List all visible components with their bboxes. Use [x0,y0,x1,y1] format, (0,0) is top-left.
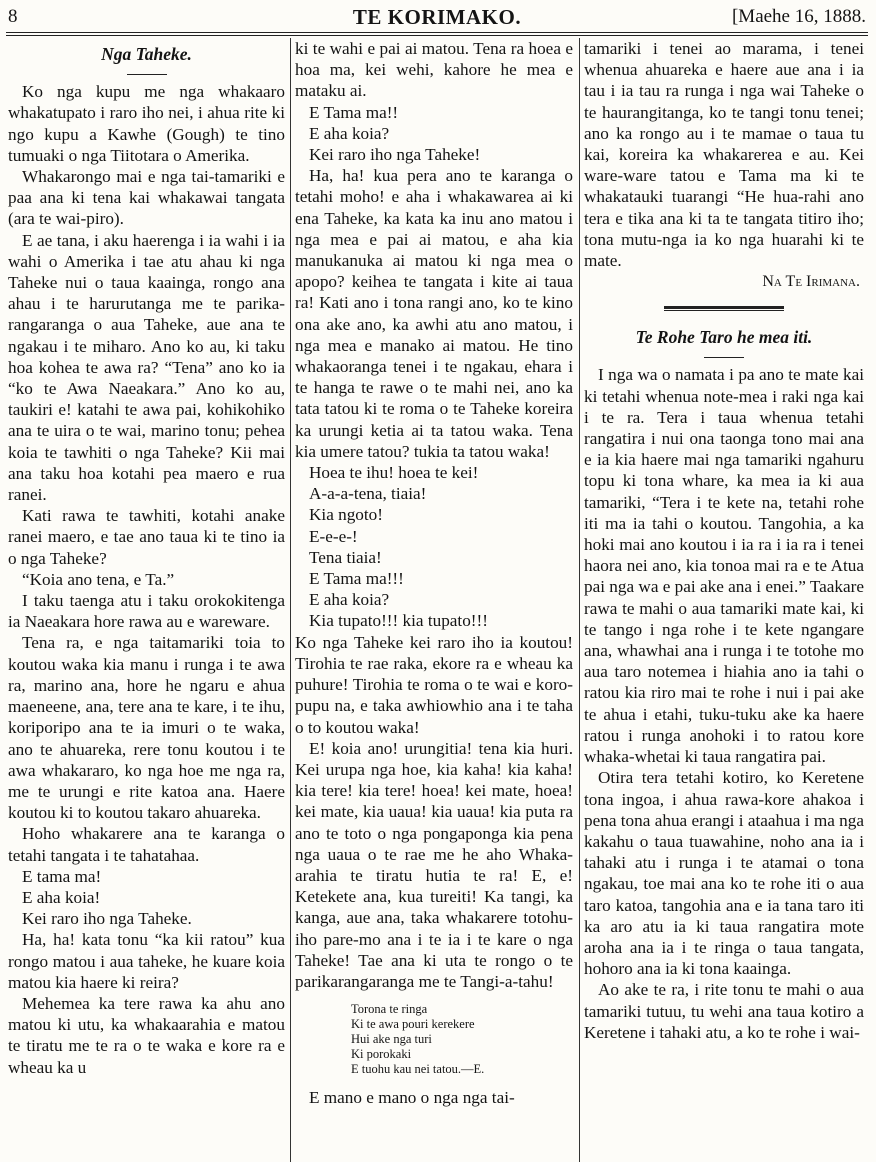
paragraph: ki te wahi e pai ai matou. Tena ra hoea e hoa ma, kei wehi, kahore he mea e mataku ai. [295,39,573,101]
paragraph: tamariki i tenei ao marama, i tenei whenua ahuareka e haere aue ana i ia tau i ia tau ra runga i nga wai Taheke o te haurangitanga, ko te tangi tonu tenei; ano ka rongo au i te mamae o taua tu kai, koreira ka whakarerea e au. Kei ware-ware tatou e Tama ma ki te whakatauki tuarangi “He hua-rahi ano tera e tika ana ki ta te tangata titiro iho; tona mutu-nga ia ko nga huarahi ki te mate. [584,39,864,271]
issue-date: [Maehe 16, 1888. [731,6,866,27]
dialogue-line: Tena tiaia! [309,547,382,567]
paragraph: “Koia ano tena, e Ta.” [22,569,175,589]
author-signature: Na Te Irimana. [762,273,860,291]
dialogue-line: Kia tupato!!! kia tupato!!! [309,611,488,631]
dialogue-line: E aha koia? [309,123,390,143]
page-number: 8 [8,6,18,27]
article-heading: Nga Taheke. [101,44,192,64]
dialogue-line: E aha koia? [309,590,390,610]
paragraph: E mano e mano o nga nga tai- [309,1088,515,1108]
dialogue-line: E tama ma! [22,866,102,886]
paragraph: E! koia ano! urungitia! tena kia huri. Kei urupa nga hoe, kia kaha! kia kaha! kia tere! kia tere! hoea! kei mate, hoea! kei mate, kia uaua! kia uaua! kia puta ra ano te toto o nga pongaponga kia pena nga uaua o te rae me he aho Whaka-arahia te tiratu hutia te ra! E, e! Ketekete ana, kua tureiti! Ka tangi, ka kanga, aue ana, taka whakarere totohu-iho pare-mo ana i te ia i te kare o nga Taheke! Tae ana ki uta te rongo o te parikarangaranga me te Tangi-a-tahu! [295,738,573,991]
dialogue-line: E aha koia! [22,887,101,907]
column-2 [295,38,573,1162]
dialogue-line: A-a-a-tena, tiaia! [309,484,427,504]
poem-line: E tuohu kau nei tatou.—E. [351,1062,485,1077]
dialogue-line: Kei raro iho nga Taheke! [309,145,481,165]
paragraph: Ha, ha! kata tonu “ka kii ratou” kua rongo matou i aua taheke, he kuare koia matou kia haere ki reira? [8,930,285,992]
paragraph: Mehemea ka tere rawa ka ahu ano matou ki utu, ka whakaarahia e matou te tiratu me te ra o te waka e kore ra e wheau ka u [8,993,285,1077]
column-3 [584,38,864,1162]
paragraph: Ko nga Taheke kei raro iho ia koutou! Tirohia te rae raka, ekore ra e wheau ka puhure! Tirohia te roma o te wai e koro-pupu na, e taka awhiowhio ana i te taha o to koutou waka! [295,632,573,737]
header-rule [6,35,868,36]
paragraph: Tena ra, e nga taitamariki toia to koutou waka kia manu i runga i te awa ra, marino ana, hore he ngaru e ahua maeneene, ana, tere ana te kare, i te ihu, koriporipo ana te ia imuri o te waka, ano te ahuareka, rere tonu koutou i te awa whakararo, ko nga hoe me nga ra, me te urungi e rite katoa ana. Haere koutou ki to koutou takaro ahuareka. [8,633,285,823]
poem-line: Hui ake nga turi [351,1032,432,1047]
dialogue-line: E Tama ma!!! [309,569,404,589]
poem-line: Ki te awa pouri kerekere [351,1017,475,1032]
dialogue-line: Hoea te ihu! hoea te kei! [309,463,479,483]
poem [351,1002,573,1077]
heading-rule [704,357,744,358]
column-1 [8,38,285,1162]
heading-rule [127,74,167,75]
article-heading: Te Rohe Taro he mea iti. [635,327,813,348]
paragraph: Ko nga kupu me nga whakaaro whakatupato i raro iho nei, i ahua rite ki ngo kupu a Kawhe (Gough) te tino tumuaki o nga Tiitotara o Amerika. [8,82,285,165]
paragraph: Ao ake te ra, i rite tonu te mahi o aua tamariki tutuu, tu wehi ana taua kotiro a Keretene i tahaki atu, a ko te rohe i wai- [584,980,864,1042]
dialogue-line: Kia ngoto! [309,505,383,525]
paragraph: I nga wa o namata i pa ano te mate kai ki tetahi whenua note-mea i raki nga kai i te ra. Tera i taua whenua tetahi rangatira i nui ona taonga tono mai ana e ia kia haere mai nga tamariki ngahuru topu ki tona whare, ka mea ia ki aua tamariki, “Tera i te kete na, tetahi rohe iti ma ia tahi o koutou. Tangohia, a ka hoki mai ano koutou i ia ra i ia ra i tenei haora nei ano, kia tonoa mai ra e te Atua pai nga wa e pai ake ana i enei.” Taakare rawa te mahi o aua tamariki mate kai, ki te tango i nga rohe i te kete ngangare ana, whawhai ana i runga i te totohe mo aua taro notemea i hiahia ano ia tahi o ratou kia riro mai te rohe i nui i pai ake te ahua i etahi, tuku-tuku ake ka haere ratou i runga anohoki i to ratou kore whaka-whetai ki taua rangatira pai. [584,365,864,767]
column-divider [579,38,580,1162]
paragraph: Kati rawa te tawhiti, kotahi anake ranei maero, e tae ano taua ki te tino ia o nga Taheke? [8,506,285,568]
paragraph: Ha, ha! kua pera ano te karanga o tetahi moho! e aha i whakawarea ai ki ena Taheke, ka kata ka inu ano matou i nga mea e pai ai matou, e aha kia manukanuka ai matou ki nga mea o apopo? keihea te tangata i kite ai taua ra! Kati ano i tona rangi ano, ko te kino ona ake ano, ka awhi atu ano matou, i nga mea e manako ai matou. He tino whakaoranga tenei i te ngakau, ehara i te hanga te rawe o te mahi nei, ano ka tata tatou ki te roma o te Taheke koreira ka urungi ketia ai ta tatou waka. Tena kia umere tatou? tukia ta tatou waka! [295,166,573,461]
paragraph: Otira tera tetahi kotiro, ko Keretene tona ingoa, i ahua rawa-kore ahakoa i pena tona ahua erangi i ataahua i ma nga kakahu o taua tuawahine, noho ana ia i tahaki atu i runga i te atamai o tona ngakau, toe mai ana ko te rohe iti o aua taro katoa, tangohia ana e ia tana taro iti ka aro atu ia ki taua rangatira mote aroha ana ia i te ringa o taua tangata, hohoro ana ia ki tona kaainga. [584,768,864,979]
paragraph: Hoho whakarere ana te karanga o tetahi tangata i te tahatahaa. [8,824,285,865]
paragraph: E ae tana, i aku haerenga i ia wahi i ia wahi o Amerika i tae atu ahau ki nga Taheke nui o taua kaainga, rongo ana ahau i te harurutanga me te parika-rangaranga o aua Taheke, aue ana te ngakau i te miharo. Ano ko au, ki taku hoa kohea te awa ra? “Tena” ano ko ia “ko te Awa Naeakara.” Ano ko au, taukiri e! katahi te awa pai, kohikohiko ana te uira o te wai, marino tonu; pehea koia te tawhiti o nga Taheke? Kii mai ana taku hoa kotahi pea maero e rua ranei. [8,230,285,505]
section-rule [664,306,784,311]
column-divider [290,38,291,1162]
page-header [6,4,868,30]
dialogue-line: E Tama ma!! [309,102,399,122]
dialogue-line: E-e-e-! [309,526,358,546]
dialogue-line: Kei raro iho nga Taheke. [22,909,192,929]
poem-line: Torona te ringa [351,1002,428,1017]
masthead-title: TE KORIMAKO. [352,5,522,29]
paragraph: Whakarongo mai e nga tai-tamariki e paa ana ki tena kai whakawai tangata (ara te wai-piro). [8,167,285,229]
poem-line: Ki porokaki [351,1047,412,1062]
paragraph: I taku taenga atu i taku orokokitenga ia Naeakara hore rawa au e wareware. [8,591,285,632]
header-rule [6,32,868,33]
